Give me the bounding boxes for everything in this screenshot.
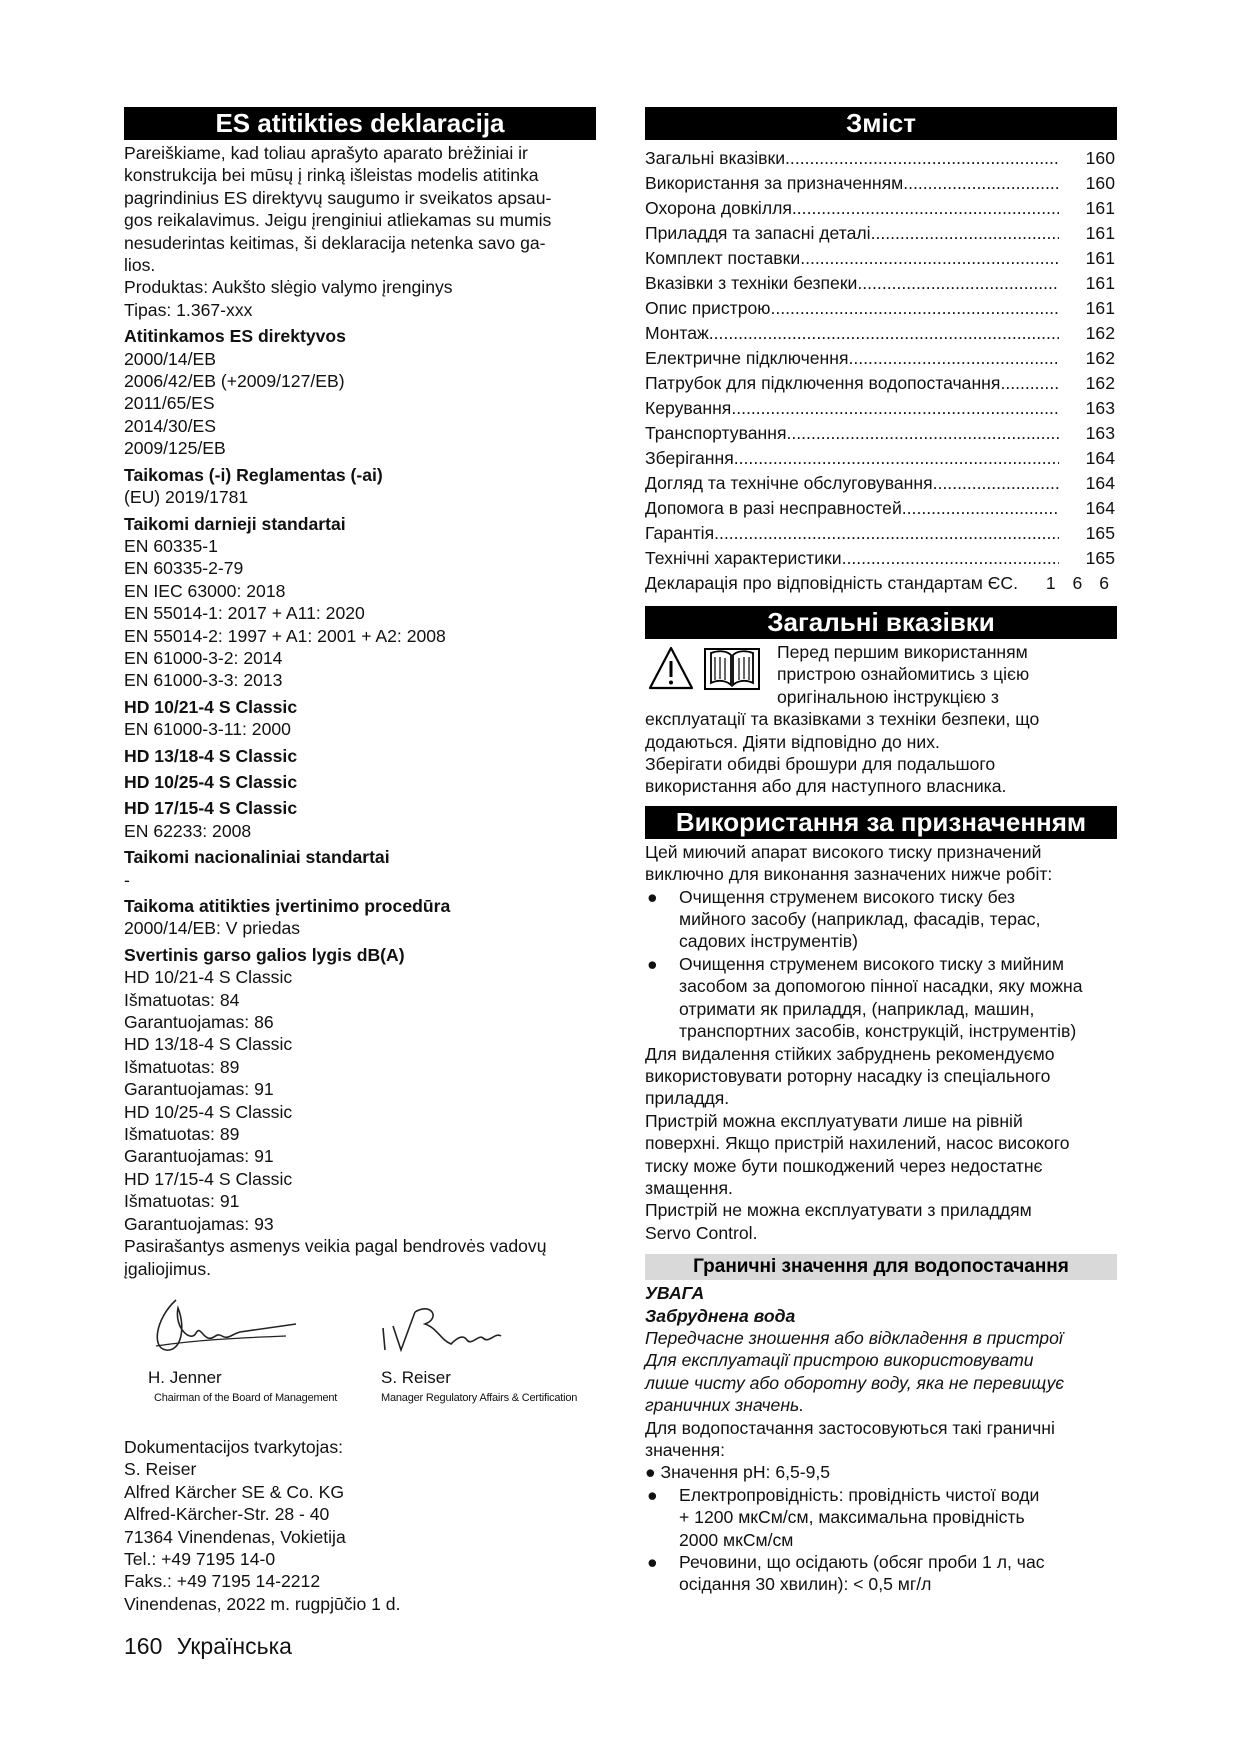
list-item: Garantuojamas: 91 [124, 1146, 274, 1167]
list-item: 2014/30/ES [124, 415, 216, 436]
intended-use-intro [645, 841, 1117, 886]
declaration-intro [124, 142, 596, 321]
table-of-contents [645, 146, 1117, 596]
model-standard: EN 61000-3-11: 2000 [124, 719, 291, 740]
text-line: транспортних засобів, конструкцій, інструментів) [679, 1021, 1077, 1042]
model-heading: HD 10/21-4 S Classic [124, 696, 298, 717]
list-item: 2011/65/ES [124, 393, 215, 414]
text-line: Зберігати обидві брошури для подальшого [645, 754, 996, 775]
text-line: Dokumentacijos tvarkytojas: [124, 1436, 344, 1457]
toc-entry[interactable]: Використання за призначенням ..... 160 [645, 171, 1117, 196]
model-heading: HD 17/15-4 S Classic [124, 798, 298, 819]
toc-entry[interactable]: Транспортування ..... 163 [645, 421, 1117, 446]
text-line: Faks.: +49 7195 14-2212 [124, 1571, 321, 1592]
text-line: Очищення струменем високого тиску без [679, 886, 1015, 907]
model-standard: EN 62233: 2008 [124, 820, 252, 841]
bullet-mark: ● [647, 1552, 658, 1573]
text-line: використання або для наступного власника. [645, 776, 1007, 797]
footer-language: Українська [176, 1633, 292, 1659]
list-item: 2000/14/EB [124, 348, 216, 369]
text-line: приладдя. [645, 1088, 730, 1109]
list-item: HD 13/18-4 S Classic [124, 1034, 293, 1055]
text-line: мийного засобу (наприклад, фасадів, терас, [679, 909, 1041, 930]
toc-entry[interactable]: Гарантія ..... 165 [645, 521, 1117, 546]
toc-entry[interactable]: Технічні характеристики ..... 165 [645, 546, 1117, 571]
signer-name: S. Reiser [381, 1367, 451, 1387]
directives-heading: Atitinkamos ES direktyvos [124, 326, 346, 347]
toc-entry[interactable]: Охорона довкілля ..... 161 [645, 196, 1117, 221]
text-line: Очищення струменем високого тиску з мийним [679, 953, 1064, 974]
toc-entry[interactable]: Монтаж ..... 162 [645, 321, 1117, 346]
text-line: додаються. Діяти відповідно до них. [645, 731, 940, 752]
list-item [645, 1484, 1117, 1551]
list-item: EN 55014-1: 2017 + A11: 2020 [124, 603, 365, 624]
signature-reiser-scribble [371, 1288, 521, 1368]
contents-column [645, 107, 1117, 1596]
toc-entry[interactable]: Вказівки з техніки безпеки ..... 161 [645, 271, 1117, 296]
list-item: 2006/42/EB (+2009/127/EB) [124, 371, 345, 392]
list-item: Išmatuotas: 84 [124, 989, 240, 1010]
type-line: Tipas: 1.367-xxx [124, 299, 253, 320]
text-line: тиску може бути пошкоджений через недостатнє [645, 1155, 1043, 1176]
warning-label: УВАГА [645, 1283, 705, 1304]
notice-icons [645, 641, 777, 691]
list-item: HD 17/15-4 S Classic [124, 1168, 293, 1189]
national-value: - [124, 869, 130, 890]
standards-heading: Taikomi darnieji standartai [124, 513, 346, 534]
manual-book-icon [703, 645, 761, 691]
signer-name: H. Jenner [148, 1367, 222, 1387]
declaration-column [124, 107, 596, 1615]
intended-use-text [645, 1043, 1117, 1245]
text-line: пристрою ознайомитись з цією [777, 664, 1030, 685]
text-line: оригінальною інструкцією з [777, 686, 999, 707]
warning-subtitle: Забруднена вода [645, 1305, 796, 1326]
signature-jenner [136, 1288, 356, 1404]
toc-entry[interactable]: Зберігання ..... 164 [645, 446, 1117, 471]
text-line: Пристрій можна експлуатувати лише на рівній [645, 1110, 1023, 1131]
text-line: засобом за допомогою пінної насадки, яку можна [679, 976, 1083, 997]
toc-entry[interactable]: Приладдя та запасні деталі ..... 161 [645, 221, 1117, 246]
list-item: Išmatuotas: 91 [124, 1191, 240, 1212]
text-line: Для видалення стійких забруднень рекомендуємо [645, 1043, 1055, 1064]
text-line: граничних значень. [645, 1395, 805, 1416]
toc-entry[interactable]: Декларація про відповідність стандартам ЄС. 1 6 6 [645, 573, 1115, 593]
text-line: поверхні. Якщо пристрій нахилений, насос високого [645, 1133, 1070, 1154]
text-line: nesuderintas keitimas, ši deklaracija netenka savo ga- [124, 232, 546, 253]
text-line: 71364 Vinendenas, Vokietija [124, 1526, 346, 1547]
text-line: S. Reiser [124, 1459, 197, 1480]
text-line: лише чисту або оборотну воду, яка не перевищує [645, 1372, 1065, 1393]
text-line: Пристрій не можна експлуатувати з приладдям [645, 1200, 1032, 1221]
text-line: виключно для виконання зазначених нижче робіт: [645, 864, 1053, 885]
signature-jenner-scribble [136, 1288, 306, 1368]
procedure-value: 2000/14/EB: V priedas [124, 918, 301, 939]
toc-entry[interactable]: Допомога в разі несправностей ..... 164 [645, 496, 1117, 521]
text-line: Alfred Kärcher SE & Co. KG [124, 1481, 345, 1502]
list-item: Išmatuotas: 89 [124, 1056, 240, 1077]
text-line: осідання 30 хвилин): < 0,5 мг/л [679, 1574, 932, 1595]
text-line: gos reikalavimus. Jeigu įrenginiui atliekamas su mumis [124, 210, 552, 231]
text-line: lios. [124, 255, 156, 276]
text-line: Pareiškiame, kad toliau aprašyto aparato brėžiniai ir [124, 143, 528, 163]
list-item [645, 886, 1117, 953]
text-line: Електропровідність: провідність чистої води [679, 1484, 1040, 1505]
list-item: 2009/125/EB [124, 438, 226, 459]
text-line: використовувати роторну насадку із спеціального [645, 1065, 1051, 1086]
warning-triangle-icon [647, 645, 695, 691]
list-item: Išmatuotas: 89 [124, 1124, 240, 1145]
text-line: Alfred-Kärcher-Str. 28 - 40 [124, 1504, 330, 1525]
signer-role: Chairman of the Board of Management [154, 1391, 338, 1404]
limit-ph: ● Значення pH: 6,5-9,5 [645, 1462, 831, 1483]
text-line: konstrukcija bei mūsų į rinką išleistas modelis atitinka [124, 165, 539, 186]
list-item: HD 10/25-4 S Classic [124, 1101, 293, 1122]
list-item: Garantuojamas: 86 [124, 1012, 274, 1033]
toc-title: Зміст [645, 107, 1117, 140]
text-line: значення: [645, 1440, 725, 1460]
text-line: Перед першим використанням [777, 642, 1028, 662]
product-line: Produktas: Aukšto slėgio valymo įrenginys [124, 277, 453, 298]
text-line: отримати як приладдя, (наприклад, машин, [679, 998, 1035, 1019]
regulation-value: (EU) 2019/1781 [124, 487, 249, 508]
list-item: HD 10/21-4 S Classic [124, 967, 293, 988]
toc-entry[interactable]: Патрубок для підключення водопостачання ..... 162 [645, 371, 1117, 396]
bullet-mark: ● [647, 953, 658, 974]
text-line: Servo Control. [645, 1222, 758, 1243]
toc-entry[interactable]: Загальні вказівки ..... 160 [645, 146, 1117, 171]
intended-use-title: Використання за призначенням [645, 806, 1117, 839]
national-heading: Taikomi nacionaliniai standartai [124, 847, 390, 868]
model-heading: HD 13/18-4 S Classic [124, 745, 298, 766]
standards-list [124, 535, 596, 692]
regulation-heading: Taikomas (-i) Reglamentas (-ai) [124, 464, 383, 485]
text-line: змащення. [645, 1177, 733, 1198]
toc-entry[interactable]: Електричне підключення ..... 162 [645, 346, 1117, 371]
text-line: Передчасне зношення або відкладення в пристрої [645, 1327, 1063, 1348]
text-line: Vinendenas, 2022 m. rugpjūčio 1 d. [124, 1593, 401, 1614]
model-heading: HD 10/25-4 S Classic [124, 771, 298, 792]
warning-text [645, 1327, 1117, 1417]
text-line: įgaliojimus. [124, 1258, 212, 1279]
list-item: EN 61000-3-2: 2014 [124, 647, 283, 668]
text-line: Pasirašantys asmenys veikia pagal bendrovės vadovų [124, 1236, 547, 1257]
bullet-mark: ● [647, 1484, 658, 1505]
text-line: + 1200 мкСм/см, максимальна провідність [679, 1507, 1025, 1528]
water-limits-title: Граничні значення для водопостачання [645, 1254, 1117, 1280]
list-item: EN 60335-1 [124, 535, 218, 556]
page-number: 160 [124, 1633, 163, 1659]
text-line: Цей миючий апарат високого тиску призначений [645, 841, 1042, 862]
noise-list [124, 966, 596, 1280]
documentation-contact [124, 1436, 596, 1615]
bullet-mark: ● [647, 886, 658, 907]
page-footer [124, 1633, 292, 1660]
text-line: експлуатації та вказівками з техніки безпеки, що [645, 709, 1040, 730]
toc-entry[interactable]: Опис пристрою ..... 161 [645, 296, 1117, 321]
text-line: Для експлуатації пристрою використовувати [645, 1350, 1034, 1371]
toc-entry[interactable]: Комплект поставки ..... 161 [645, 246, 1117, 271]
declaration-title: ES atitikties deklaracija [124, 107, 596, 140]
list-item: Garantuojamas: 91 [124, 1079, 274, 1100]
list-item [645, 953, 1117, 1043]
procedure-heading: Taikoma atitikties įvertinimo procedūra [124, 896, 451, 916]
signatures [124, 1288, 596, 1436]
list-item: EN 60335-2-79 [124, 558, 244, 579]
noise-heading: Svertinis garso galios lygis dB(A) [124, 944, 405, 965]
list-item: EN IEC 63000: 2018 [124, 580, 286, 601]
limits-intro [645, 1417, 1117, 1484]
toc-entry[interactable]: Керування ..... 163 [645, 396, 1117, 421]
text-line: pagrindinius ES direktyvų saugumo ir sveikatos apsau- [124, 187, 552, 208]
directives-list [124, 348, 596, 460]
general-notice [645, 641, 1117, 708]
text-line: 2000 мкСм/см [679, 1529, 794, 1550]
general-text [645, 708, 1117, 798]
list-item: Garantuojamas: 93 [124, 1213, 274, 1234]
signer-role: Manager Regulatory Affairs & Certification [381, 1391, 578, 1404]
list-item: EN 61000-3-3: 2013 [124, 670, 283, 691]
text-line: Для водопостачання застосовуються такі граничні [645, 1417, 1055, 1438]
list-item: EN 55014-2: 1997 + A1: 2001 + A2: 2008 [124, 625, 446, 646]
signature-reiser [371, 1288, 591, 1404]
toc-entry[interactable]: Догляд та технічне обслуговування ..... 164 [645, 471, 1117, 496]
general-title: Загальні вказівки [645, 606, 1117, 639]
list-item [645, 1551, 1117, 1596]
text-line: Tel.: +49 7195 14-0 [124, 1548, 276, 1569]
text-line: садових інструментів) [679, 931, 858, 952]
text-line: Речовини, що осідають (обсяг проби 1 л, час [679, 1552, 1045, 1573]
